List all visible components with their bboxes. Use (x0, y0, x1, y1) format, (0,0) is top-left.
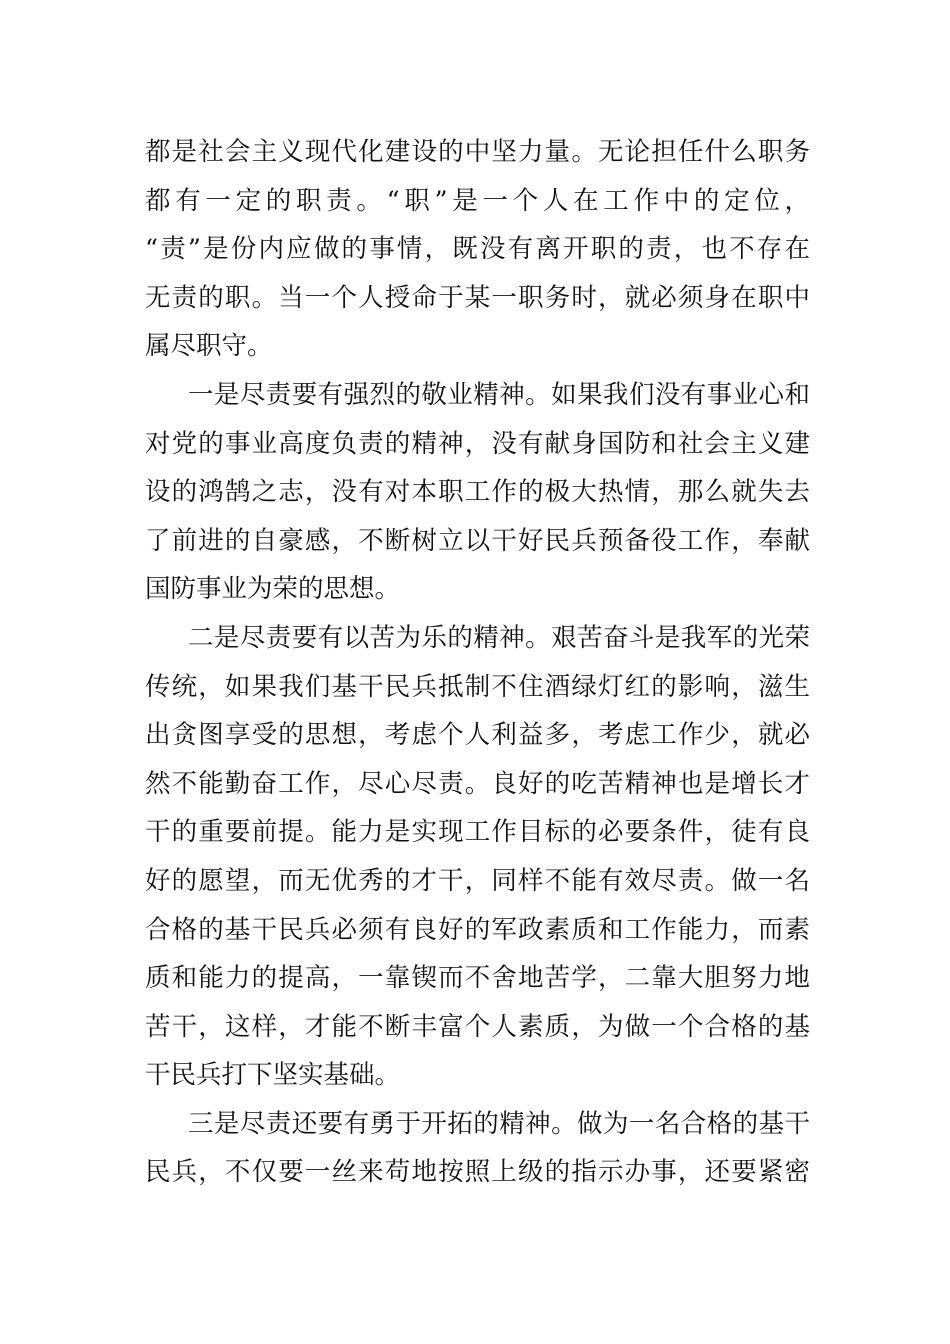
text-line: 传统，如果我们基干民兵抵制不住酒绿灯红的影响，滋生 (145, 671, 810, 702)
text-line: 干民兵打下坚实基础。 (145, 1060, 401, 1091)
paragraph-point-one (145, 371, 810, 614)
text-line: 了前进的自豪感，不断树立以干好民兵预备役工作，奉献 (145, 525, 810, 556)
text-line: 对党的事业高度负责的精神，没有献身国防和社会主义建 (145, 428, 810, 459)
text-line: 干的重要前提。能力是实现工作目标的必要条件，徒有良 (145, 817, 810, 848)
text-line: 苦干，这样，才能不断丰富个人素质，为做一个合格的基 (145, 1011, 810, 1042)
text-line: “责”是份内应做的事情，既没有离开职的责，也不存在 (145, 234, 810, 265)
paragraph-point-three (145, 1100, 810, 1197)
text-line: 设的鸿鹄之志，没有对本职工作的极大热情，那么就失去 (145, 477, 810, 508)
document-body (145, 128, 810, 1197)
text-line: 国防事业为荣的思想。 (145, 574, 401, 605)
text-line: 合格的基干民兵必须有良好的军政素质和工作能力，而素 (145, 914, 810, 945)
paragraph-point-two (145, 614, 810, 1100)
paragraph-intro (145, 128, 810, 371)
text-line: 民兵，不仅要一丝来苟地按照上级的指示办事，还要紧密 (145, 1157, 810, 1188)
text-line: 出贪图享受的思想，考虑个人利益多，考虑工作少，就必 (145, 720, 810, 751)
text-line: 然不能勤奋工作，尽心尽责。良好的吃苦精神也是增长才 (145, 768, 810, 799)
text-line: 一是尽责要有强烈的敬业精神。如果我们没有事业心和 (188, 379, 810, 410)
text-line: 属尽职守。 (145, 331, 273, 362)
text-line: 二是尽责要有以苦为乐的精神。艰苦奋斗是我军的光荣 (188, 622, 810, 653)
text-line: 无责的职。当一个人授命于某一职务时，就必须身在职中 (145, 282, 810, 313)
text-line: 都是社会主义现代化建设的中坚力量。无论担任什么职务 (145, 137, 810, 167)
text-line: 三是尽责还要有勇于开拓的精神。做为一名合格的基干 (188, 1108, 810, 1139)
text-line: 质和能力的提高，一靠锲而不舍地苦学，二靠大胆努力地 (145, 963, 810, 994)
text-line: 都有一定的职责。“职”是一个人在工作中的定位， (145, 185, 810, 216)
text-line: 好的愿望，而无优秀的才干，同样不能有效尽责。做一名 (145, 865, 810, 896)
